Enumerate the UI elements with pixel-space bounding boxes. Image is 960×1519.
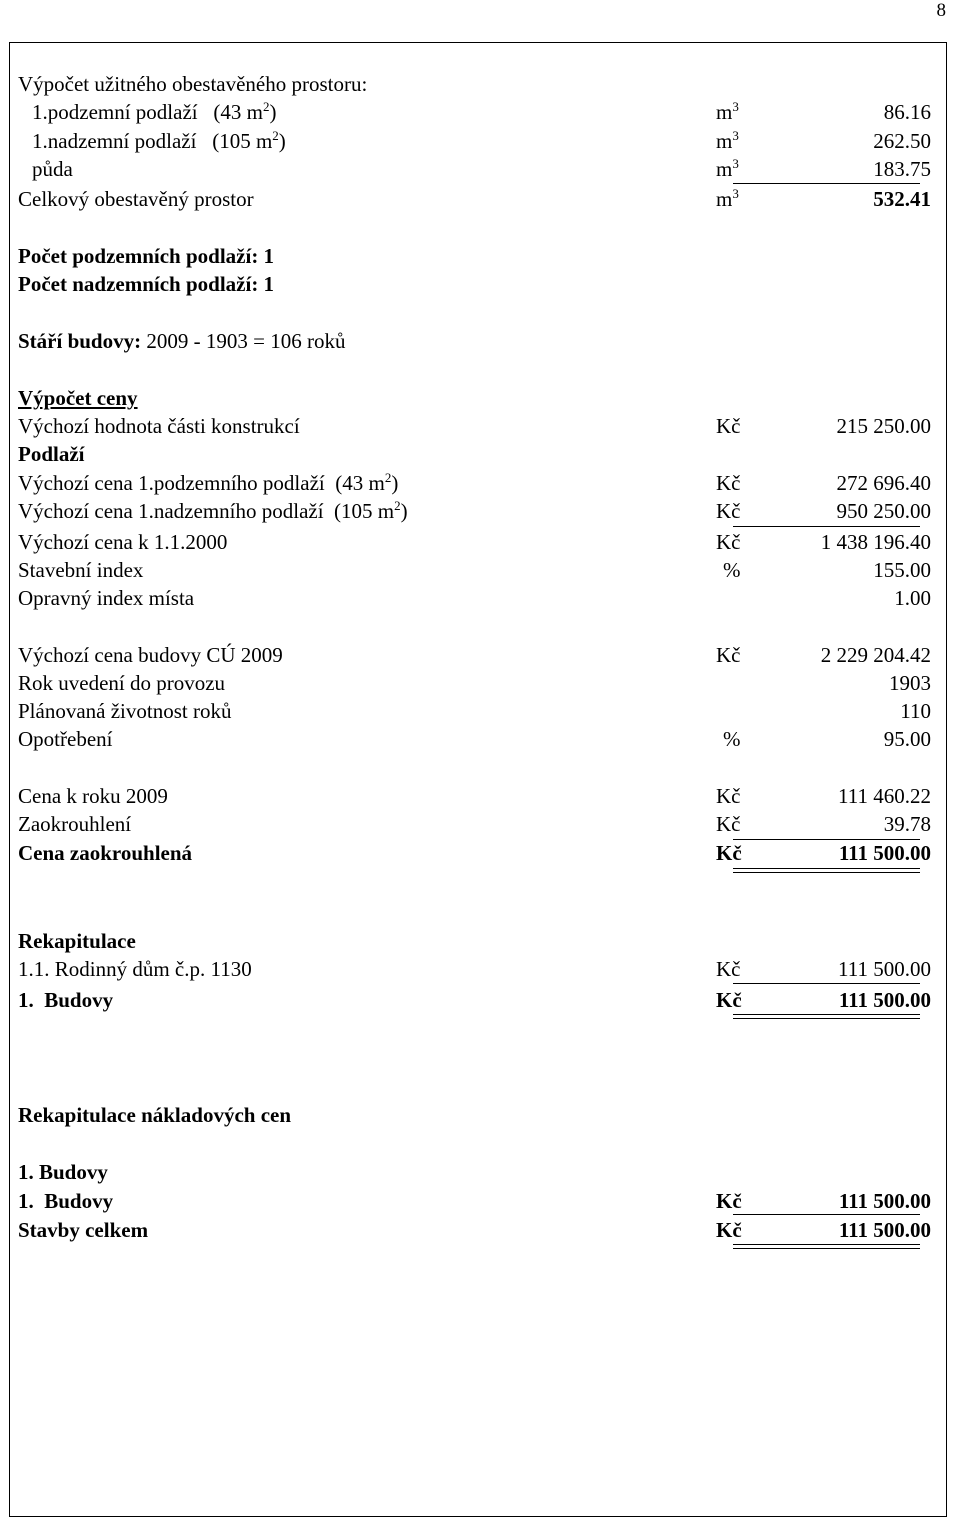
value: 183.75 xyxy=(873,157,931,181)
total-double-rule xyxy=(733,1244,920,1249)
volume-row: 1.podzemní podlaží (43 $m^2$) $m^3$ 86.16 xyxy=(32,99,931,124)
cost-recap-group: 1. Budovy xyxy=(18,1160,108,1184)
price-row: Výchozí hodnota části konstrukcí Kč 215 250.00 xyxy=(18,414,931,438)
page-number: 8 xyxy=(936,0,946,21)
unit-label: $m^3$ xyxy=(716,186,739,211)
price-row: Výchozí cena 1.nadzemního podlaží (105 $m^2$) Kč 950 250.00 xyxy=(18,498,931,523)
underground-count: Počet podzemních podlaží: 1 xyxy=(18,244,275,268)
price-row: Opravný index místa 1.00 xyxy=(18,586,931,610)
cost-recap-row: 1. Budovy Kč 111 500.00 xyxy=(18,1189,931,1213)
aboveground-count: Počet nadzemních podlaží: 1 xyxy=(18,272,275,296)
price-row: Výchozí cena k 1.1.2000 Kč 1 438 196.40 xyxy=(18,530,931,554)
sum-rule xyxy=(733,183,920,184)
sum-rule xyxy=(733,526,920,527)
recap-heading: Rekapitulace xyxy=(18,929,136,953)
price-row: Výchozí cena budovy CÚ 2009 Kč 2 229 204.42 xyxy=(18,643,931,667)
volume-total-row: Celkový obestavěný prostor $m^3$ 532.41 xyxy=(18,186,931,211)
sum-rule xyxy=(733,1214,920,1215)
unit-label: $m^3$ xyxy=(716,156,739,181)
cost-recap-total-row: Stavby celkem Kč 111 500.00 xyxy=(18,1218,931,1242)
cost-recap-heading: Rekapitulace nákladových cen xyxy=(18,1103,292,1127)
price-row: Výchozí cena 1.podzemního podlaží (43 $m^2$) Kč 272 696.40 xyxy=(18,470,931,495)
unit-label: $m^3$ xyxy=(716,99,739,124)
price-row: Cena k roku 2009 Kč 111 460.22 xyxy=(18,784,931,808)
unit-label: $m^3$ xyxy=(716,128,739,153)
rounded-price-row: Cena zaokrouhlená Kč 111 500.00 xyxy=(18,841,931,865)
price-row: Plánovaná životnost roků 110 xyxy=(18,699,931,723)
volume-row: 1.nadzemní podlaží (105 $m^2$) $m^3$ 262.50 xyxy=(32,128,931,153)
total-double-rule xyxy=(733,868,920,873)
value: 86.16 xyxy=(883,100,931,124)
sum-rule xyxy=(733,983,920,984)
price-row: Opotřebení % 95.00 xyxy=(18,727,931,751)
price-row: Rok uvedení do provozu 1903 xyxy=(18,671,931,695)
recap-row: 1.1. Rodinný dům č.p. 1130 Kč 111 500.00 xyxy=(18,957,931,981)
value: 262.50 xyxy=(873,129,931,153)
recap-total-row: 1. Budovy Kč 111 500.00 xyxy=(18,988,931,1012)
volume-heading: Výpočet užitného obestavěného prostoru: xyxy=(18,72,368,96)
building-age: Stáří budovy: 2009 - 1903 = 106 roků xyxy=(18,329,346,353)
price-row: Zaokrouhlení Kč 39.78 xyxy=(18,812,931,836)
total-double-rule xyxy=(733,1014,920,1019)
volume-row: půda $m^3$ 183.75 xyxy=(32,156,931,181)
total-value: 532.41 xyxy=(873,187,931,211)
floors-heading: Podlaží xyxy=(18,442,85,466)
price-heading: Výpočet ceny xyxy=(18,386,138,410)
price-row: Stavební index % 155.00 xyxy=(18,558,931,582)
